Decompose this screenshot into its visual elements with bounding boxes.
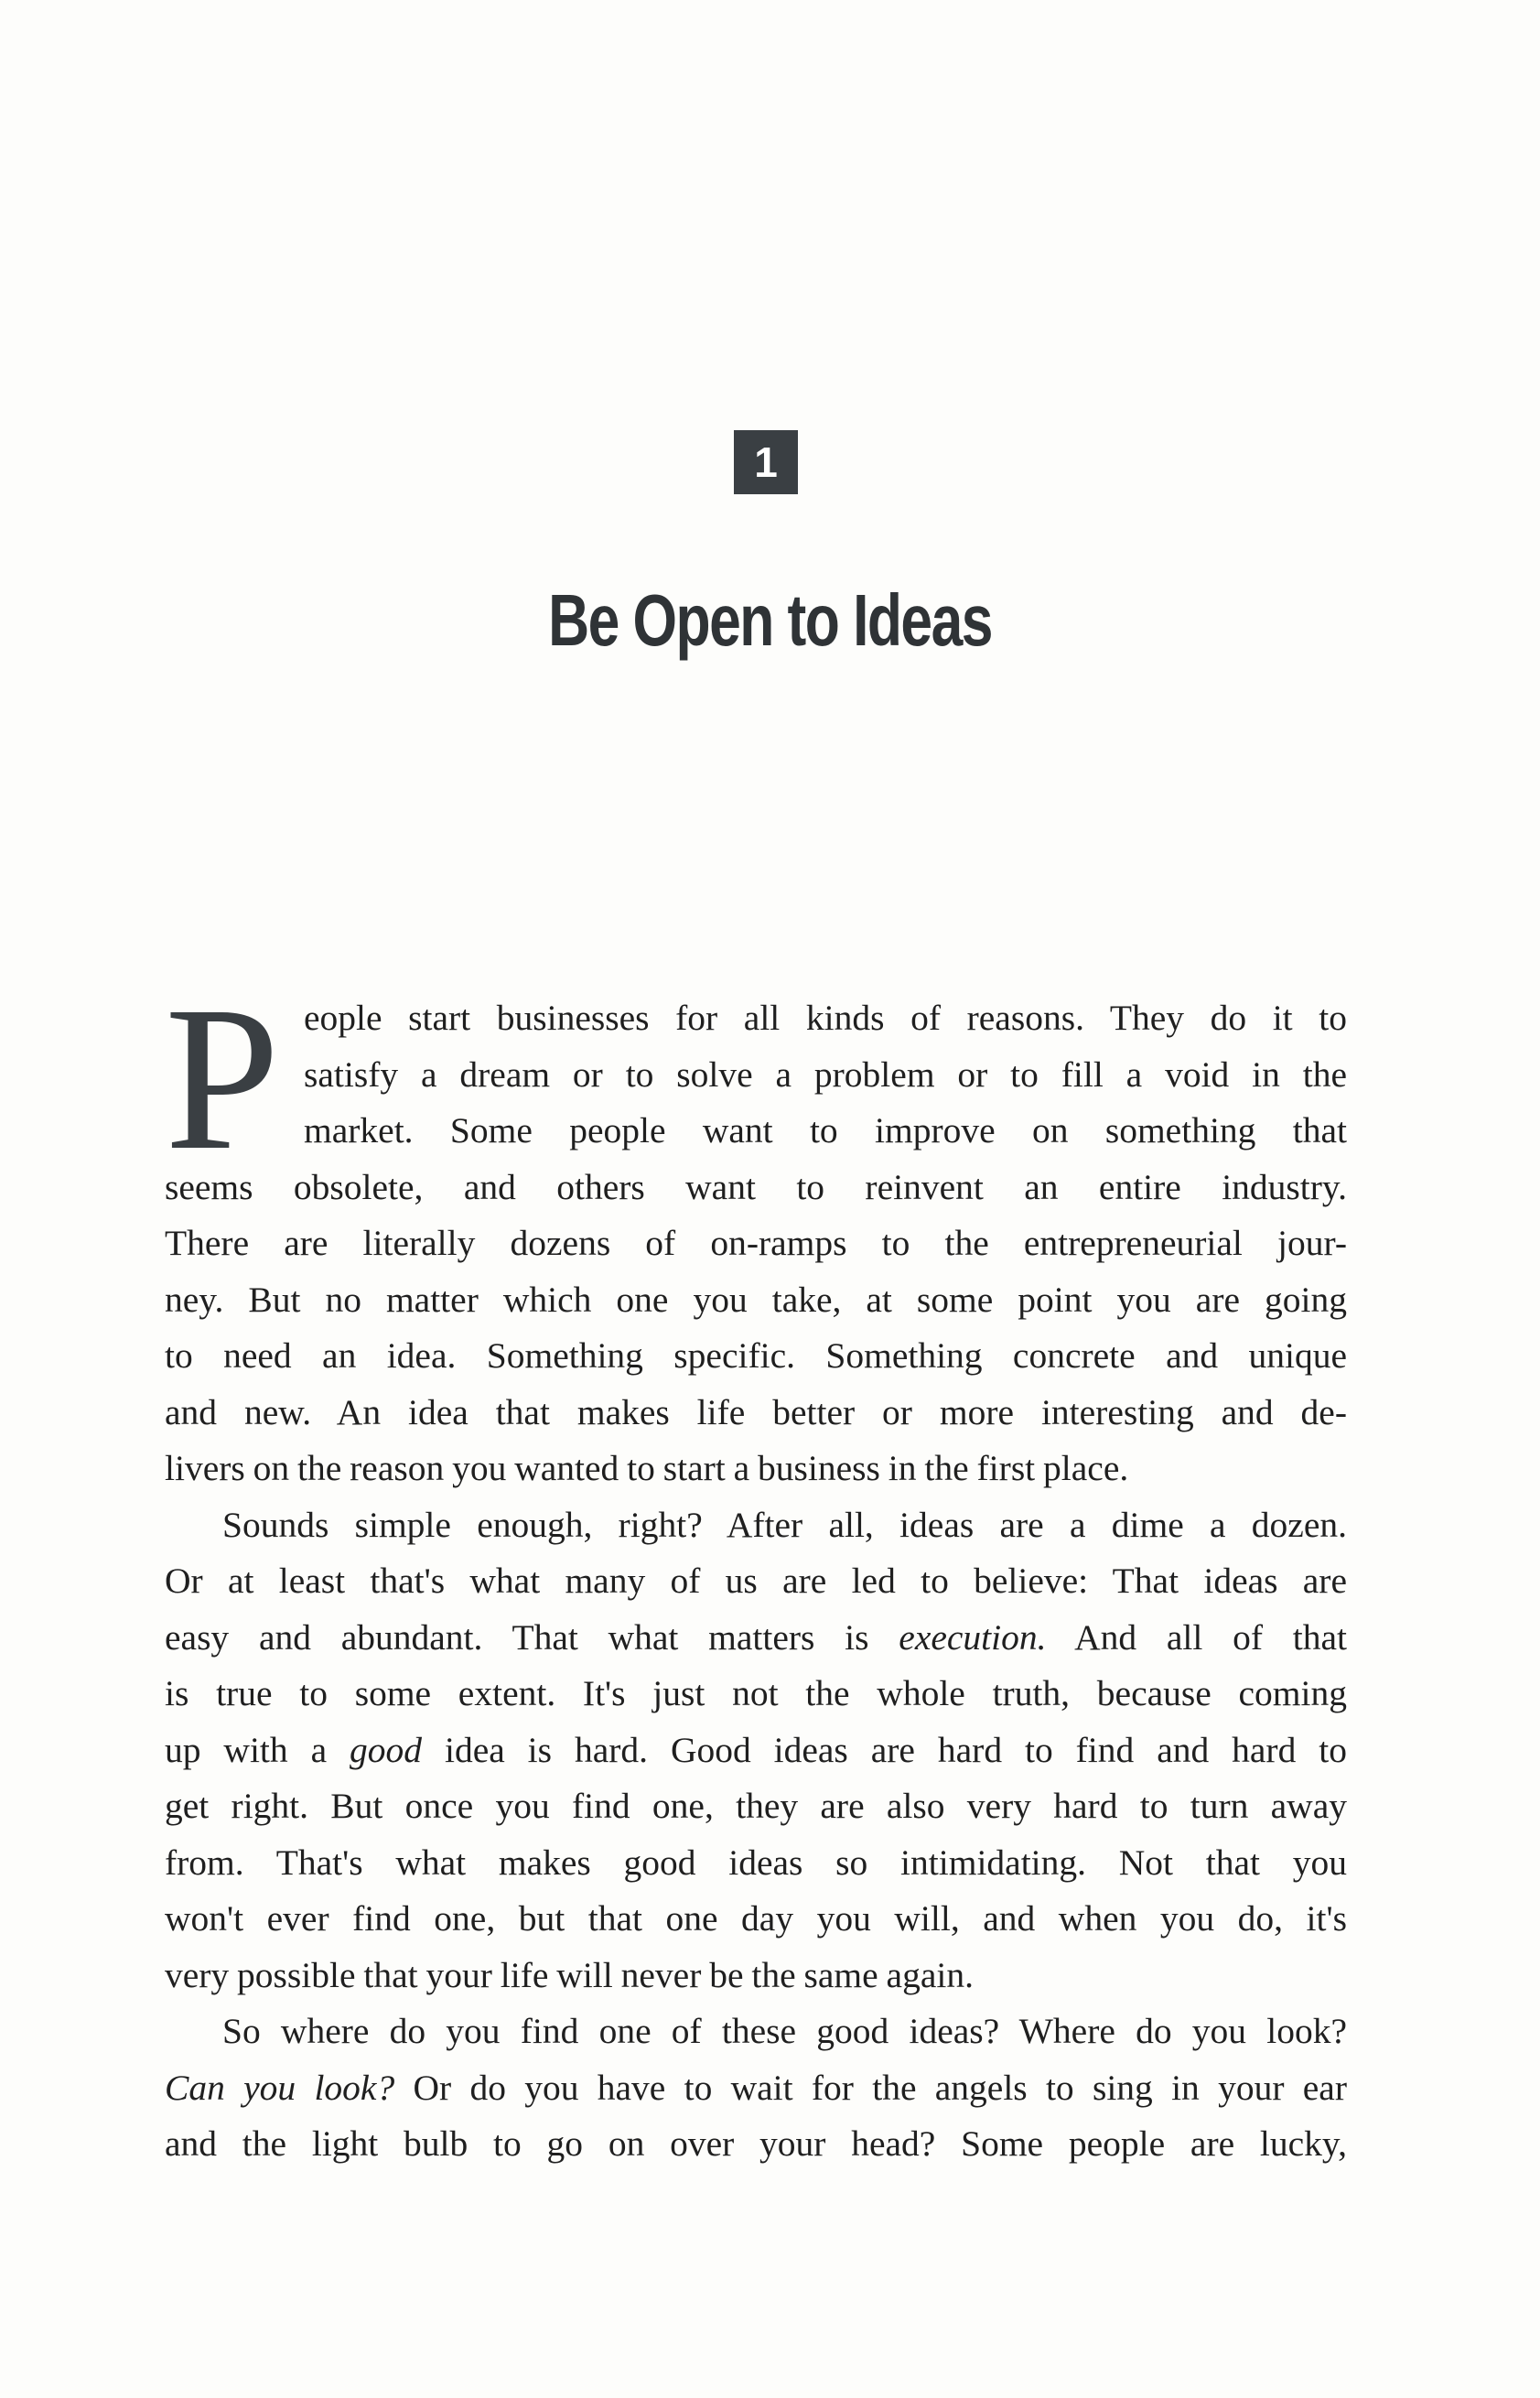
emphasis-good: good [350, 1729, 423, 1770]
text-line: satisfy a dream or to solve a problem or to fill a void in the [304, 1053, 1347, 1095]
text-line: Sounds simple enough, right? After all, ideas are a dime a dozen. [222, 1504, 1347, 1545]
text-line: very possible that your life will never be the same again. [165, 1954, 974, 1995]
text-line: livers on the reason you wanted to start a business in the first place. [165, 1448, 1129, 1488]
text-line [165, 1723, 1347, 1779]
chapter-number-badge: 1 [734, 430, 798, 494]
text-line: Or at least that's what many of us are led to believe: That ideas are [165, 1561, 1347, 1601]
text-line: and new. An idea that makes life better or more interesting and de- [165, 1391, 1347, 1432]
text-line: ney. But no matter which one you take, at some point you are going [165, 1279, 1347, 1320]
text-line: and the light bulb to go on over your head? Some people are lucky, [165, 2123, 1347, 2164]
emphasis-execution: execution. [899, 1616, 1047, 1658]
text-segment: idea is hard. Good ideas are hard to find and hard to [422, 1729, 1347, 1770]
text-line [165, 2060, 1347, 2117]
text-line: eople start businesses for all kinds of reasons. They do it to [304, 998, 1347, 1038]
drop-cap: P [165, 964, 280, 1193]
text-line: from. That's what makes good ideas so intimidating. Not that you [165, 1842, 1347, 1883]
text-line: There are literally dozens of on-ramps to the entrepreneurial jour- [165, 1223, 1347, 1263]
body-text [165, 990, 1347, 2173]
text-segment: easy and abundant. That what matters is [165, 1616, 899, 1658]
text-line: So where do you find one of these good ideas? Where do you look? [222, 2011, 1347, 2051]
text-line: to need an idea. Something specific. Something concrete and unique [165, 1335, 1347, 1376]
text-segment: up with a [165, 1729, 350, 1770]
emphasis-can-you-look: Can you look? [165, 2067, 395, 2108]
text-segment: Or do you have to wait for the angels to sing in your ear [394, 2067, 1347, 2108]
text-segment: And all of that [1046, 1616, 1347, 1658]
text-line: is true to some extent. It's just not the whole truth, because coming [165, 1673, 1347, 1713]
text-line [165, 1610, 1347, 1667]
text-line: get right. But once you find one, they are also very hard to turn away [165, 1786, 1347, 1826]
chapter-title: Be Open to Ideas [548, 579, 992, 661]
text-line: seems obsolete, and others want to reinvent an entire industry. [165, 1166, 1347, 1207]
text-line: won't ever find one, but that one day you will, and when you do, it's [165, 1898, 1347, 1939]
text-line: market. Some people want to improve on something that [304, 1110, 1347, 1150]
